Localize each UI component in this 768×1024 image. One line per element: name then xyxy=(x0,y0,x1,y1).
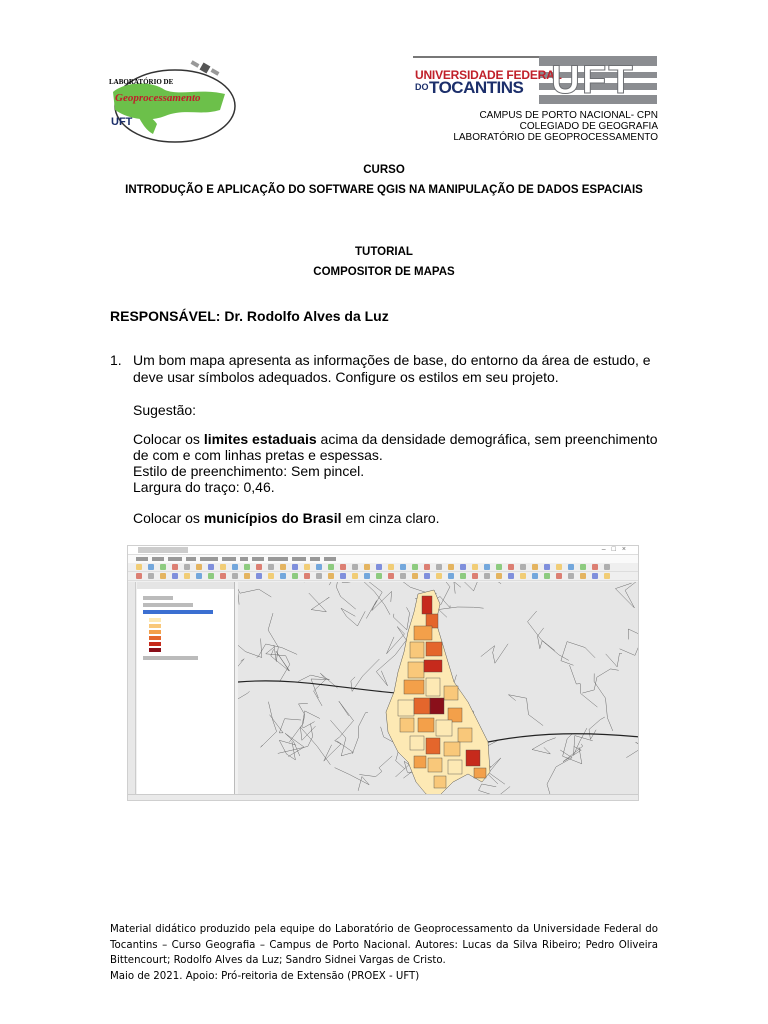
step-text: Um bom mapa apresenta as informações de base, do entorno da área de estudo, e deve usar símbolos adequados. Configure os estilos em seu projeto. xyxy=(133,352,651,385)
municipality-polygon xyxy=(422,596,432,614)
responsible: RESPONSÁVEL: Dr. Rodolfo Alves da Luz xyxy=(110,308,389,324)
municipality-polygon xyxy=(428,758,442,772)
satellite-icon xyxy=(191,60,220,75)
municipality-polygon xyxy=(400,718,414,732)
suggestion-label: Sugestão: xyxy=(133,402,197,418)
municipality-polygon xyxy=(398,700,414,716)
suggestion-paragraph-1: Colocar os limites estaduais acima da densidade demográfica, sem preenchimento de com e com linhas pretas e espessas. Estilo de preenchimento: Sem pincel. Largura do traço: 0,46. xyxy=(133,431,658,495)
lab-geoprocessamento-logo xyxy=(105,60,240,148)
qgis-titlebar xyxy=(128,546,638,555)
municipality-polygon xyxy=(426,642,442,656)
tutorial-title: COMPOSITOR DE MAPAS xyxy=(313,266,455,278)
municipios-bold: municípios do Brasil xyxy=(203,510,342,526)
municipality-polygon xyxy=(448,760,462,774)
municipality-polygon xyxy=(410,736,424,750)
qgis-statusbar xyxy=(128,794,638,800)
municipality-polygon xyxy=(424,660,442,672)
lab-logo-line2: Geoprocessamento xyxy=(115,92,201,104)
university-line2: TOCANTINS xyxy=(429,78,524,97)
uft-logo xyxy=(413,56,657,104)
footer xyxy=(110,922,658,984)
university-line1: UNIVERSIDADE FEDERAL xyxy=(415,68,562,82)
limites-estaduais-bold: limites estaduais xyxy=(203,431,317,447)
campus-line: CAMPUS DE PORTO NACIONAL- CPN xyxy=(479,110,658,121)
footer-support: Maio de 2021. Apoio: Pró-reitoria de Extensão (PROEX - UFT) xyxy=(110,970,420,982)
qgis-toolbar-2 xyxy=(128,572,638,581)
qgis-side-toolbar xyxy=(128,582,136,801)
municipality-polygon xyxy=(430,698,444,714)
footer-credits: Material didático produzido pela equipe do Laboratório de Geoprocessamento da Universidade Federal do Tocantins – Curso Geografia – Campus de Porto Nacional. Autores: Lucas da Silva Ribeiro; Pedro Oliveira Bittencourt; Rodolfo Alves da Luz; Sandro Sidnei Vargas de Cristo. xyxy=(110,924,658,966)
municipality-polygon xyxy=(444,742,460,756)
step-number: 1. xyxy=(110,352,122,368)
municipality-polygon xyxy=(404,680,424,694)
municipality-polygon xyxy=(414,756,426,768)
municipality-polygon xyxy=(414,698,430,714)
municipality-polygon xyxy=(418,718,434,732)
course-label: CURSO xyxy=(363,164,405,176)
layers-panel xyxy=(137,582,235,801)
fill-style: Estilo de preenchimento: Sem pincel. xyxy=(133,463,365,479)
municipality-polygon xyxy=(466,750,480,766)
course-title: INTRODUÇÃO E APLICAÇÃO DO SOFTWARE QGIS NA MANIPULAÇÃO DE DADOS ESPACIAIS xyxy=(125,184,643,196)
university-do: DO xyxy=(415,82,429,92)
municipality-polygon xyxy=(426,738,440,754)
municipality-polygon xyxy=(414,626,432,640)
tutorial-label: TUTORIAL xyxy=(355,246,413,258)
suggestion-paragraph-2: Colocar os municípios do Brasil em cinza claro. xyxy=(133,510,440,526)
stroke-width: Largura do traço: 0,46. xyxy=(133,479,275,495)
municipality-polygon xyxy=(436,720,452,736)
window-controls-icon: –□× xyxy=(601,546,632,553)
lab-logo-line3: UFT xyxy=(111,116,133,128)
campus-info xyxy=(453,110,658,143)
municipality-polygon xyxy=(426,678,440,696)
map-canvas[interactable] xyxy=(238,582,639,801)
university-acronym: UFT xyxy=(551,58,635,102)
municipality-polygon xyxy=(444,686,458,700)
municipality-polygon xyxy=(408,662,424,678)
municipality-polygon xyxy=(474,768,486,778)
qgis-menubar xyxy=(128,555,638,563)
campus-line: COLEGIADO DE GEOGRAFIA xyxy=(519,121,658,132)
lab-logo-line1: LABORATÓRIO DE xyxy=(109,78,174,86)
campus-line: LABORATÓRIO DE GEOPROCESSAMENTO xyxy=(453,132,658,143)
municipality-polygon xyxy=(434,776,446,788)
qgis-screenshot xyxy=(127,545,639,801)
qgis-toolbar-1 xyxy=(128,563,638,572)
municipality-polygon xyxy=(410,642,424,658)
municipality-polygon xyxy=(458,728,472,742)
step-1 xyxy=(110,352,662,386)
